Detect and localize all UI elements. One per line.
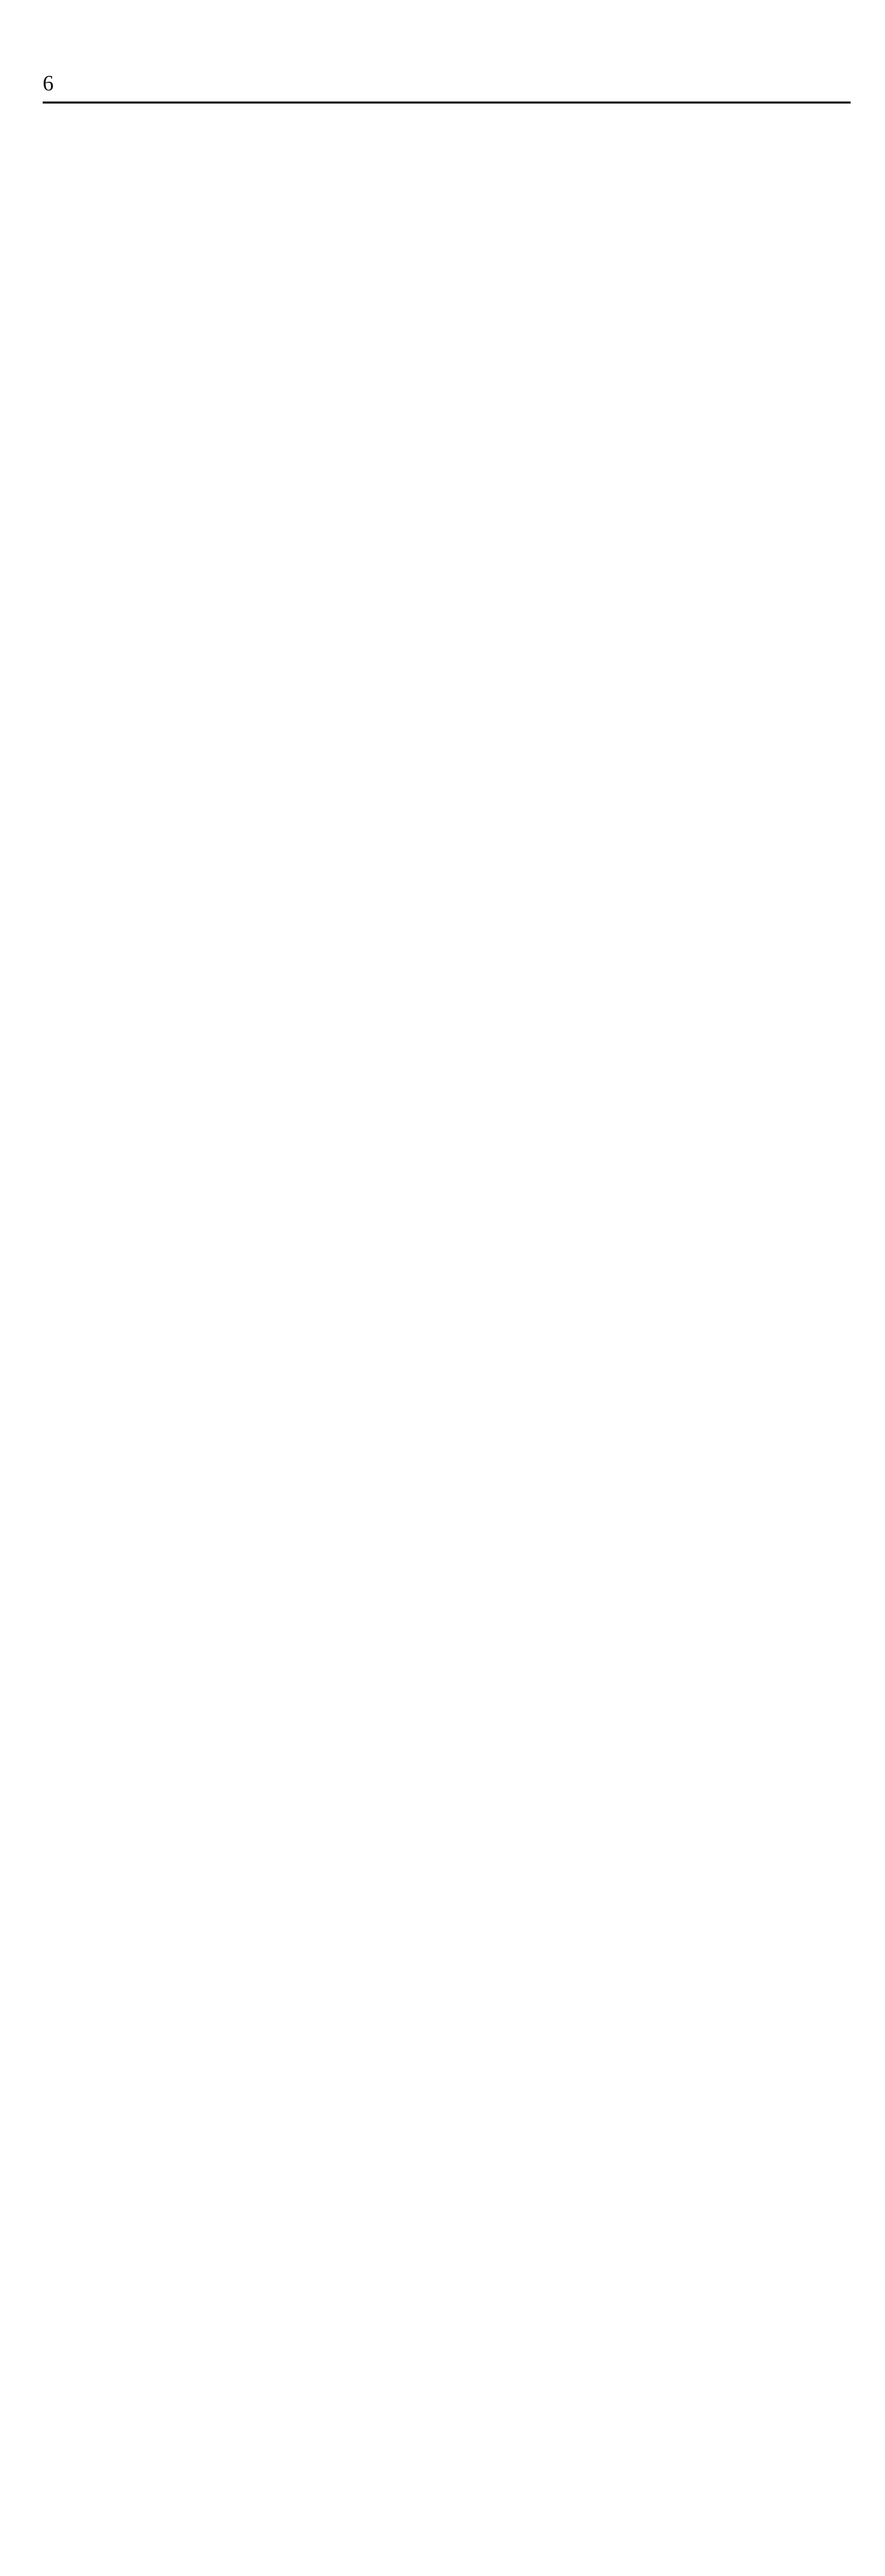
toc-entry	[0, 289, 851, 310]
toc-entry	[0, 607, 851, 629]
toc-entry	[0, 544, 851, 565]
toc-entry	[0, 586, 851, 608]
toc-entry	[0, 904, 851, 926]
toc-entry	[0, 1117, 851, 1138]
toc-entry	[0, 756, 851, 777]
toc-entry	[0, 1159, 851, 1181]
toc-entry	[0, 926, 851, 947]
toc-entry	[0, 820, 851, 841]
toc-entry	[0, 268, 851, 289]
toc-entry	[0, 204, 851, 225]
toc-entry	[0, 968, 851, 990]
toc-entry	[0, 331, 851, 353]
toc-entry	[0, 841, 851, 862]
toc-entry	[0, 1053, 851, 1075]
toc-entry	[0, 438, 851, 459]
toc-entry	[0, 862, 851, 884]
page-number: 6	[43, 72, 54, 96]
toc-entry	[0, 247, 851, 268]
toc-entry	[0, 374, 851, 396]
toc-page-number	[0, 1223, 851, 2576]
toc-entry	[0, 735, 851, 756]
toc-entry	[0, 353, 851, 374]
toc-entry	[0, 1202, 851, 1223]
toc-entry	[0, 1138, 851, 1159]
toc-entry	[0, 671, 851, 693]
toc-entry	[0, 947, 851, 968]
toc-entry	[0, 1011, 851, 1032]
toc-entry	[0, 1096, 851, 1117]
toc-entry	[0, 183, 851, 204]
toc-entry	[0, 225, 851, 247]
toc-entry	[0, 522, 851, 544]
toc-entry	[0, 395, 851, 416]
toc-entry	[0, 162, 851, 183]
toc-entry	[0, 480, 851, 502]
toc-entry	[0, 629, 851, 650]
toc-entry	[0, 799, 851, 820]
toc-entry	[0, 713, 851, 735]
toc-entry	[0, 1032, 851, 1053]
toc-entry	[0, 416, 851, 438]
toc-entry	[0, 310, 851, 331]
toc-entry	[0, 459, 851, 480]
toc-entry	[0, 693, 851, 714]
toc-entry	[0, 884, 851, 905]
toc-entry	[0, 1181, 851, 1202]
table-of-contents	[0, 119, 885, 1244]
header-rule	[43, 101, 851, 104]
toc-entry	[0, 777, 851, 799]
toc-entry	[0, 990, 851, 1011]
toc-entry	[0, 141, 851, 162]
toc-entry	[0, 501, 851, 522]
toc-entry	[0, 1223, 851, 1244]
toc-entry	[0, 1075, 851, 1096]
toc-entry	[0, 119, 851, 141]
toc-entry	[0, 565, 851, 586]
toc-entry	[0, 650, 851, 671]
